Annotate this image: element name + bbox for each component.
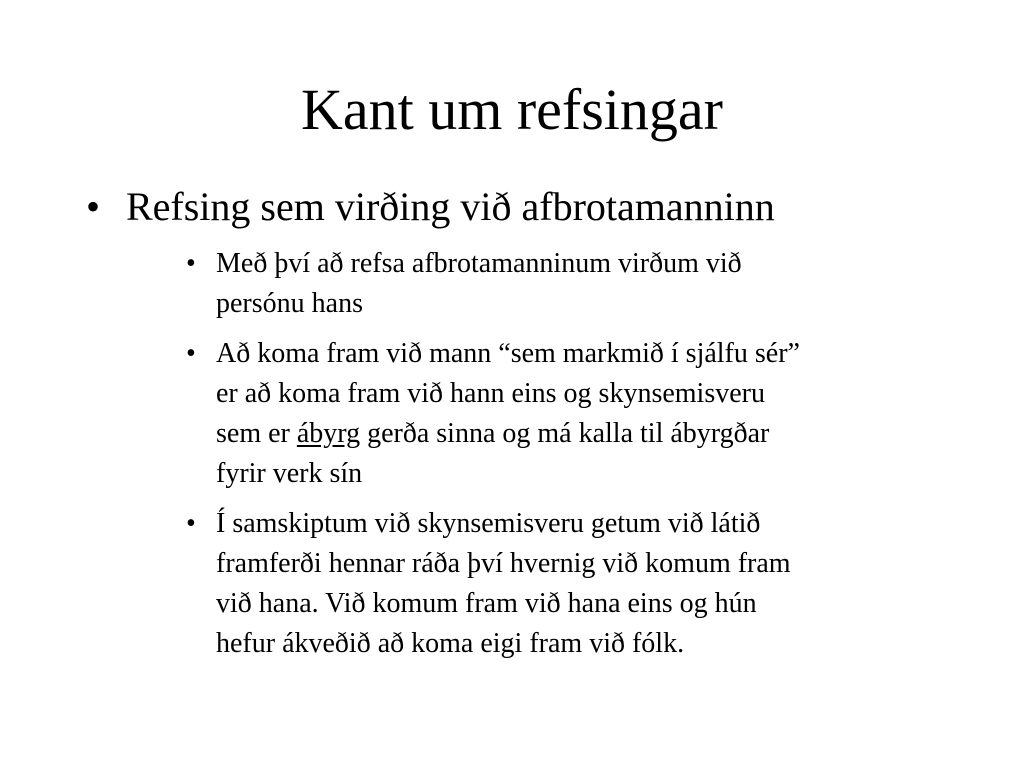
text-line: Með því að refsa afbrotamanninum virðum við [216,248,742,279]
bullet-marker: • [186,338,196,369]
text-line: fyrir verk sín [216,458,363,489]
text-line: við hana. Við komum fram við hana eins og hún [216,588,757,619]
text-fragment: sem er [216,418,297,449]
bullet-marker: • [186,508,196,539]
text-line: Í samskiptum við skynsemisveru getum við látið [216,508,761,539]
bullet-marker: • [86,184,101,229]
sub-bullet-text [216,244,936,324]
bullet-marker: • [186,248,196,279]
text-line [216,414,936,454]
main-bullet-text: Refsing sem virðing við afbrotamanninn [126,184,775,229]
sub-bullet-text [216,504,936,664]
underlined-word: ábyrg [296,418,361,449]
text-fragment: gerða sinna og má kalla til ábyrgðar [360,418,770,449]
text-line: framferði hennar ráða því hvernig við komum fram [216,548,791,579]
text-line: persónu hans [216,288,363,319]
sub-bullet-text [216,334,936,494]
text-line: hefur ákveðið að koma eigi fram við fólk. [216,628,685,659]
text-line: Að koma fram við mann “sem markmið í sjálfu sér” [216,338,800,369]
text-line: er að koma fram við hann eins og skynsemisveru [216,378,765,409]
slide-title: Kant um refsingar [301,77,723,142]
